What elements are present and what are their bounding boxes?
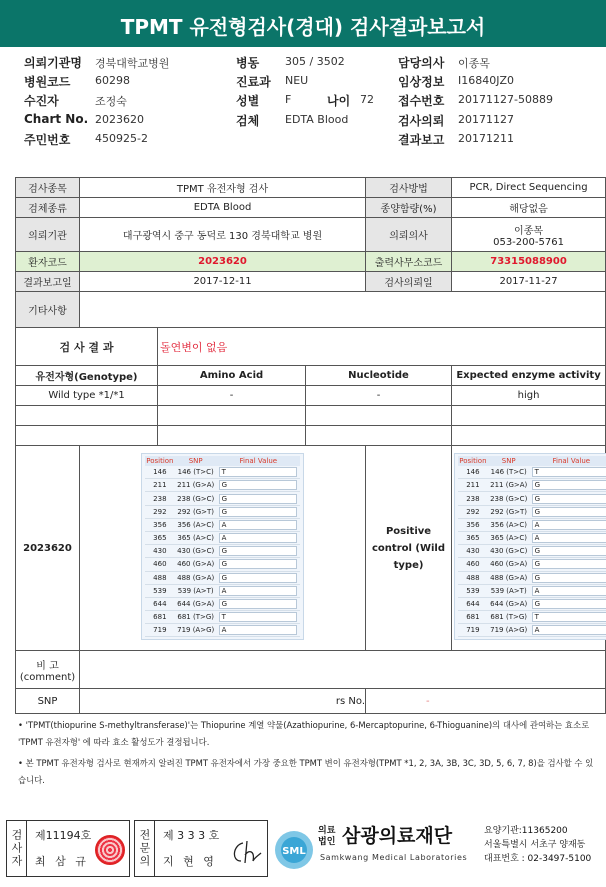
- snp-row: [458, 611, 606, 624]
- snp-final-value: [217, 479, 300, 492]
- snp-row: [458, 531, 606, 544]
- test-item-label: 검사종목: [16, 178, 80, 198]
- snp-position: 292: [145, 505, 175, 518]
- report-label: 결과보고: [398, 133, 445, 147]
- snp-row: [458, 584, 606, 597]
- snp-row: [145, 571, 300, 584]
- snp-variant: 719 (A>G): [488, 624, 530, 637]
- result-label: 검 사 결 과: [16, 328, 158, 366]
- clinical-value: I16840JZ0: [458, 74, 515, 87]
- snp-variant: 356 (A>C): [175, 518, 217, 531]
- snp-position: 356: [458, 518, 488, 531]
- snp-variant: 292 (G>T): [488, 505, 530, 518]
- control-snp-table: [458, 456, 606, 638]
- col-enzyme: Expected enzyme activity: [452, 366, 606, 386]
- snp-variant: 644 (G>A): [488, 597, 530, 610]
- hospital-code-value: 60298: [95, 74, 130, 87]
- snp-final-value: [530, 466, 606, 479]
- note-2: • 본 TPMT 유전자형 검사로 현재까지 알려진 TPMT 유전자에서 가장 중요한 TPMT 변이 유전자형(TPMT *1, 2, 3A, 3B, 3C, 3D, 5, 6, 7, 8)을 검사할 수 있습니다.: [18, 758, 594, 785]
- sex-label: 성별: [236, 94, 260, 108]
- snp-final-value: [530, 584, 606, 597]
- snp-position: 644: [458, 597, 488, 610]
- output-code-label: 출력사무소코드: [366, 252, 452, 272]
- snp-final-value: [530, 545, 606, 558]
- org-name: 삼광의료재단: [342, 825, 453, 847]
- snp-position: 539: [458, 584, 488, 597]
- snp-row: [145, 505, 300, 518]
- rs-label: rs No.: [80, 689, 366, 714]
- snp-variant: 539 (A>T): [175, 584, 217, 597]
- snp-variant: 356 (A>C): [488, 518, 530, 531]
- snp-final-value: [217, 545, 300, 558]
- snp-final-value-box: G: [532, 507, 606, 517]
- org-code: 요양기관:11365200: [484, 826, 568, 836]
- snp-final-value: [217, 611, 300, 624]
- doctor-label: 담당의사: [398, 56, 445, 70]
- sample-snp-table: [145, 456, 300, 638]
- snp-header: Position: [146, 456, 174, 465]
- signature-icon: [229, 839, 263, 867]
- snp-row: [145, 624, 300, 637]
- request-date-value: 2017-11-27: [452, 272, 606, 292]
- snp-variant: 681 (T>G): [175, 611, 217, 624]
- method-label: 검사방법: [366, 178, 452, 198]
- snp-final-value: [217, 505, 300, 518]
- report-date-label: 결과보고일: [16, 272, 80, 292]
- sample-snp-panel: [141, 453, 304, 641]
- snp-position: 644: [145, 597, 175, 610]
- sample-id: 2023620: [16, 446, 80, 651]
- snp-variant: 146 (T>C): [175, 466, 217, 479]
- institution-label: 의뢰기관: [16, 218, 80, 252]
- snp-row: [458, 466, 606, 479]
- snp-header: SNP: [488, 456, 530, 466]
- specimen-value: EDTA Blood: [285, 113, 349, 126]
- patient-code-label: 환자코드: [16, 252, 80, 272]
- snp-row: [145, 545, 300, 558]
- patient-code-value: 2023620: [80, 252, 366, 272]
- snp-variant: 365 (A>C): [175, 531, 217, 544]
- snp-row: [145, 531, 300, 544]
- receipt-value: 20171127-50889: [458, 93, 553, 106]
- hospital-label: 의뢰기관명: [24, 56, 82, 70]
- snp-final-value: [217, 624, 300, 637]
- org-phone: 대표번호 : 02-3497-5100: [484, 854, 592, 864]
- snp-position: 719: [458, 624, 488, 637]
- snp-row: [145, 558, 300, 571]
- snp-position: 365: [458, 531, 488, 544]
- sex-value: F: [285, 93, 292, 106]
- tumor-value: 해당없음: [452, 198, 606, 218]
- snp-position: 488: [458, 571, 488, 584]
- snp-final-value-box: T: [219, 467, 297, 477]
- snp-final-value: [530, 531, 606, 544]
- snp-variant: 460 (G>A): [488, 558, 530, 571]
- req-doctor-phone: 053-200-5761: [493, 236, 564, 248]
- snp-row: [458, 479, 606, 492]
- row-nucleotide: -: [306, 386, 452, 406]
- snp-final-value-box: A: [532, 625, 606, 635]
- snp-final-value: [217, 571, 300, 584]
- specimen-label: 검체: [236, 114, 260, 128]
- snp-final-value: [530, 558, 606, 571]
- report-title: TPMT 유전형검사(경대) 검사결과보고서: [0, 0, 606, 47]
- snp-position: 356: [145, 518, 175, 531]
- snp-label: SNP: [16, 689, 80, 714]
- hospital-code-label: 병원코드: [24, 75, 71, 89]
- note-1: • 'TPMT(thiopurine S-methyltransferase)'는 Thiopurine 계열 약물(Azathiopurine, 6-Mercaptopurine, 6-Thioguanine)의 대사에 관여하는 효소로 'TPMT 유전자형' 에 따라 효소 활성도가 결정됩니다.: [18, 720, 590, 747]
- snp-position: 292: [458, 505, 488, 518]
- snp-row: [145, 466, 300, 479]
- req-doctor-label: 의뢰의사: [366, 218, 452, 252]
- method-value: PCR, Direct Sequencing: [452, 178, 606, 198]
- snp-row: [145, 611, 300, 624]
- request-label: 검사의뢰: [398, 114, 445, 128]
- clinical-label: 임상정보: [398, 75, 445, 89]
- dept-label: 진료과: [236, 75, 271, 89]
- snp-row: [458, 505, 606, 518]
- specialist-no: 제 3 3 3 호: [163, 829, 220, 842]
- org-details: [484, 824, 591, 866]
- specialist-box: [134, 820, 268, 877]
- sample-snp-cell: [80, 446, 366, 651]
- doctor-value: 이종목: [458, 57, 490, 70]
- request-date-label: 검사의뢰일: [366, 272, 452, 292]
- snp-variant: 211 (G>A): [175, 479, 217, 492]
- snp-final-value-box: G: [219, 546, 297, 556]
- control-snp-cell: [452, 446, 606, 651]
- snp-final-value: [530, 479, 606, 492]
- snp-variant: 488 (G>A): [175, 571, 217, 584]
- row-enzyme: high: [452, 386, 606, 406]
- control-snp-panel: [454, 453, 606, 641]
- signature-area: [0, 820, 606, 887]
- snp-position: 211: [145, 479, 175, 492]
- snp-final-value: [530, 597, 606, 610]
- snp-position: 681: [458, 611, 488, 624]
- snp-row: [458, 624, 606, 637]
- sml-logo-text: SML: [282, 846, 306, 857]
- chart-label: Chart No.: [24, 112, 89, 126]
- snp-variant: 644 (G>A): [175, 597, 217, 610]
- result-table: [15, 177, 606, 714]
- snp-row: [458, 597, 606, 610]
- snp-position: 719: [145, 624, 175, 637]
- snp-variant: 681 (T>G): [488, 611, 530, 624]
- snp-position: 238: [458, 492, 488, 505]
- snp-final-value-box: G: [219, 559, 297, 569]
- col-genotype: 유전자형(Genotype): [16, 366, 158, 386]
- age-label: 나이: [327, 94, 351, 108]
- positive-control-label: Positive control (Wild type): [366, 446, 452, 651]
- snp-final-value: [217, 558, 300, 571]
- snp-variant: 238 (G>C): [175, 492, 217, 505]
- snp-final-value: [530, 492, 606, 505]
- remark-label: 비 고 (comment): [16, 651, 80, 689]
- snp-final-value-box: G: [532, 599, 606, 609]
- snp-final-value-box: A: [219, 625, 297, 635]
- snp-final-value-box: A: [532, 586, 606, 596]
- snp-row: [145, 492, 300, 505]
- snp-position: 539: [145, 584, 175, 597]
- tumor-label: 종양함량(%): [366, 198, 452, 218]
- snp-final-value: [217, 466, 300, 479]
- dept-value: NEU: [285, 74, 309, 87]
- snp-variant: 430 (G>C): [175, 545, 217, 558]
- specimen-type-value: EDTA Blood: [80, 198, 366, 218]
- patient-info: [0, 52, 606, 152]
- snp-variant: 238 (G>C): [488, 492, 530, 505]
- ward-label: 병동: [236, 56, 260, 70]
- snp-position: 211: [458, 479, 488, 492]
- institution-value: 대구광역시 중구 동덕로 130 경북대학교 병원: [80, 218, 366, 252]
- snp-final-value-box: A: [219, 533, 297, 543]
- report-date-value: 2017-12-11: [80, 272, 366, 292]
- snp-variant: 211 (G>A): [488, 479, 530, 492]
- snp-position: 430: [458, 545, 488, 558]
- snp-final-value-box: G: [532, 494, 606, 504]
- row-amino: -: [158, 386, 306, 406]
- result-value: 돌연변이 없음: [158, 328, 606, 366]
- snp-row: [458, 492, 606, 505]
- snp-position: 488: [145, 571, 175, 584]
- other-label: 기타사항: [16, 292, 80, 328]
- snp-variant: 292 (G>T): [175, 505, 217, 518]
- snp-row: [145, 584, 300, 597]
- snp-final-value-box: T: [219, 612, 297, 622]
- snp-variant: 430 (G>C): [488, 545, 530, 558]
- snp-position: 460: [458, 558, 488, 571]
- report-value: 20171211: [458, 132, 514, 145]
- snp-final-value: [530, 518, 606, 531]
- snp-final-value: [217, 584, 300, 597]
- specimen-type-label: 검체종류: [16, 198, 80, 218]
- snp-final-value: [217, 492, 300, 505]
- chart-value: 2023620: [95, 113, 144, 126]
- snp-final-value: [530, 624, 606, 637]
- snp-position: 681: [145, 611, 175, 624]
- tester-no: 제11194호: [35, 829, 92, 842]
- resident-label: 주민번호: [24, 133, 71, 147]
- snp-row: [145, 518, 300, 531]
- snp-row: [458, 518, 606, 531]
- snp-final-value-box: G: [219, 507, 297, 517]
- snp-variant: 365 (A>C): [488, 531, 530, 544]
- snp-final-value-box: G: [219, 573, 297, 583]
- snp-final-value: [530, 505, 606, 518]
- snp-final-value: [217, 531, 300, 544]
- snp-row: [458, 571, 606, 584]
- snp-final-value-box: A: [532, 520, 606, 530]
- rs-value: -: [366, 689, 606, 714]
- snp-final-value: [530, 571, 606, 584]
- snp-variant: 719 (A>G): [175, 624, 217, 637]
- remark-value: [80, 651, 606, 689]
- snp-final-value-box: G: [532, 546, 606, 556]
- recipient-label: 수진자: [24, 94, 59, 108]
- snp-header: SNP: [175, 456, 217, 466]
- snp-row: [458, 558, 606, 571]
- recipient-value: 조정숙: [95, 95, 127, 108]
- snp-final-value-box: T: [532, 612, 606, 622]
- specialist-label: 전문의: [135, 821, 155, 876]
- org-prefix: 의료 법인: [318, 826, 336, 847]
- col-nucleotide: Nucleotide: [306, 366, 452, 386]
- snp-variant: 460 (G>A): [175, 558, 217, 571]
- snp-variant: 539 (A>T): [488, 584, 530, 597]
- snp-final-value-box: G: [219, 599, 297, 609]
- snp-final-value-box: T: [532, 467, 606, 477]
- snp-variant: 146 (T>C): [488, 466, 530, 479]
- snp-final-value-box: G: [532, 573, 606, 583]
- snp-final-value: [217, 597, 300, 610]
- age-value: 72: [360, 93, 374, 106]
- snp-header: Final Value: [530, 456, 606, 466]
- resident-value: 450925-2: [95, 132, 148, 145]
- snp-final-value-box: A: [219, 586, 297, 596]
- tester-name: 최 삼 규: [35, 855, 89, 868]
- snp-row: [145, 479, 300, 492]
- snp-final-value-box: G: [219, 494, 297, 504]
- output-code-value: 73315088900: [452, 252, 606, 272]
- snp-position: 365: [145, 531, 175, 544]
- other-value: [80, 292, 606, 328]
- snp-final-value-box: G: [219, 480, 297, 490]
- snp-position: 460: [145, 558, 175, 571]
- snp-position: 146: [145, 466, 175, 479]
- snp-final-value: [530, 611, 606, 624]
- tester-stamp-icon: [95, 835, 125, 865]
- hospital-value: 경북대학교병원: [95, 57, 170, 70]
- row-genotype: Wild type *1/*1: [16, 386, 158, 406]
- req-doctor-value: [452, 218, 606, 252]
- org-address: 서울특별시 서초구 양재동: [484, 840, 586, 850]
- tester-label: 검사자: [7, 821, 27, 876]
- req-doctor-name: 이종목: [514, 225, 544, 237]
- test-item-value: TPMT 유전자형 검사: [80, 178, 366, 198]
- snp-final-value-box: G: [532, 559, 606, 569]
- sml-logo-icon: [272, 828, 316, 872]
- snp-row: [145, 597, 300, 610]
- snp-header: Final Value: [217, 456, 300, 466]
- snp-final-value: [217, 518, 300, 531]
- request-value: 20171127: [458, 113, 514, 126]
- specialist-name: 지 현 영: [163, 855, 217, 868]
- snp-position: 238: [145, 492, 175, 505]
- ward-value: 305 / 3502: [285, 55, 345, 68]
- tester-box: [6, 820, 130, 877]
- snp-position: 146: [458, 466, 488, 479]
- org-english: Samkwang Medical Laboratories: [320, 853, 468, 862]
- snp-row: [458, 545, 606, 558]
- snp-position: 430: [145, 545, 175, 558]
- snp-final-value-box: A: [532, 533, 606, 543]
- snp-final-value-box: A: [219, 520, 297, 530]
- snp-header: Position: [459, 456, 487, 465]
- receipt-label: 접수번호: [398, 94, 445, 108]
- col-amino: Amino Acid: [158, 366, 306, 386]
- snp-variant: 488 (G>A): [488, 571, 530, 584]
- snp-final-value-box: G: [532, 480, 606, 490]
- notes: [18, 717, 600, 789]
